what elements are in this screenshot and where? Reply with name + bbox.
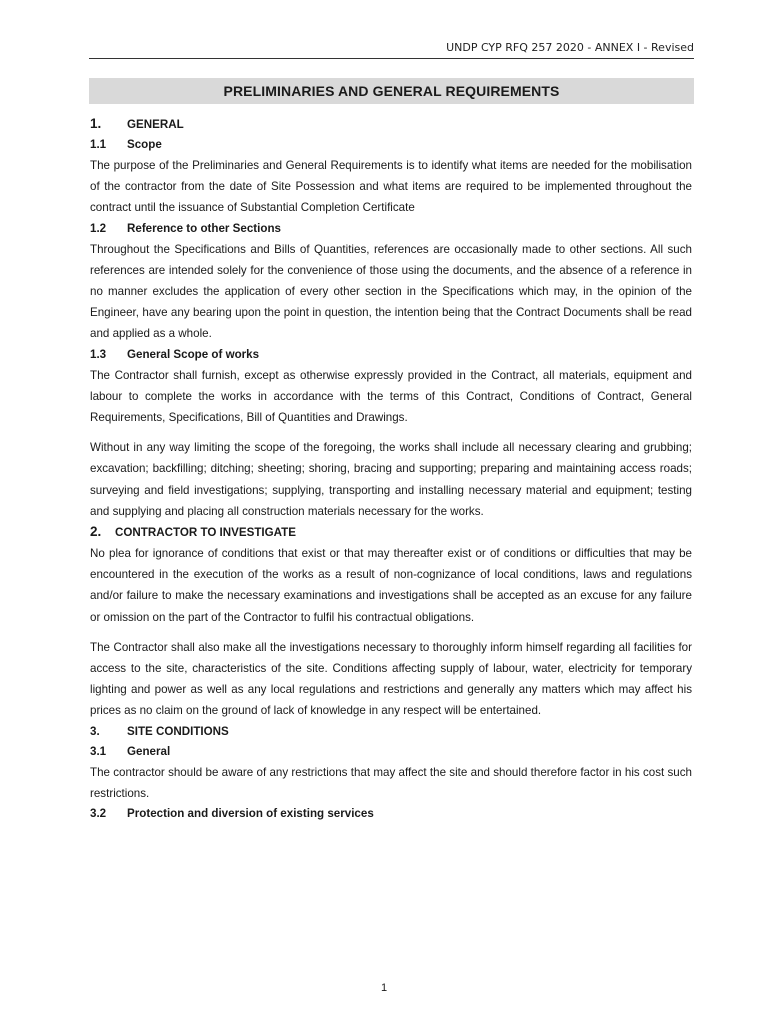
section-title: CONTRACTOR TO INVESTIGATE — [115, 526, 296, 540]
section-heading-2 — [90, 522, 692, 543]
section-number: 3. — [90, 724, 100, 738]
section-title: Reference to other Sections — [127, 221, 281, 235]
section-title: General Scope of works — [127, 347, 260, 361]
paragraph: No plea for ignorance of conditions that exist or that may thereafter exist or of conditions or difficulties that may be encountered in the execution of the works as a result of non-cognizance of local conditions, laws and regulations and/or failure to make the necessary examinations and investigations shall be accepted as an excuse for any failure or omission on the part of the Contractor to fulfil his contractual obligations. — [90, 547, 692, 624]
section-number: 2. — [90, 524, 102, 540]
paragraph: Without in any way limiting the scope of the foregoing, the works shall include all necessary clearing and grubbing; excavation; backfilling; ditching; sheeting; shoring, bracing and supporting; preparing and maintaining access roads; surveying and field investigations; supplying, transporting and installing necessary material and equipment; testing and supplying and placing all construction materials necessary for the works. — [90, 441, 692, 518]
document-body — [90, 114, 692, 824]
section-title: SITE CONDITIONS — [127, 724, 229, 738]
section-number: 1.2 — [90, 221, 107, 235]
section-number: 3.1 — [90, 744, 107, 758]
section-number: 1.1 — [90, 138, 107, 151]
paragraph: The Contractor shall furnish, except as otherwise expressly provided in the Contract, all materials, equipment and labour to complete the works in accordance with the terms of this Contract, Conditions of Contract, General Requirements, Specifications, Bill of Quantities and Drawings. — [90, 368, 692, 425]
paragraph: The contractor should be aware of any restrictions that may affect the site and should therefore factor in his cost such restrictions. — [90, 765, 692, 800]
section-heading-3 — [90, 722, 692, 742]
paragraph: Throughout the Specifications and Bills of Quantities, references are occasionally made to other sections. All such references are intended solely for the convenience of those using the documents, and the absence of a reference in no manner excludes the application of every other section in the Specifications which may, in the opinion of the Engineer, have any bearing upon the point in question, the intention being that the Contract Documents shall be read and applied as a whole. — [90, 242, 692, 341]
section-heading-3-2 — [90, 804, 692, 824]
section-number: 1. — [90, 116, 102, 131]
section-heading-1-2 — [90, 219, 692, 239]
document-title: PRELIMINARIES AND GENERAL REQUIREMENTS — [223, 83, 560, 99]
section-heading-1 — [90, 114, 692, 135]
section-number: 1.3 — [90, 347, 107, 361]
section-heading-1-1 — [90, 135, 692, 155]
section-title: Scope — [127, 138, 162, 151]
paragraph: The Contractor shall also make all the investigations necessary to thoroughly inform himself regarding all facilities for access to the site, characteristics of the site. Conditions affecting supply of labour, water, electricity for temporary lighting and power as well as any local regulations and restrictions and generally any matters which may affect his prices as no claim on the ground of lack of knowledge in any respect will be entertained. — [90, 640, 692, 718]
document-header: UNDP CYP RFQ 257 2020 - ANNEX I - Revised — [446, 41, 694, 54]
title-bar — [89, 78, 694, 104]
header-rule — [89, 58, 694, 59]
paragraph: The purpose of the Preliminaries and General Requirements is to identify what items are needed for the mobilisation of the contractor from the date of Site Possession and what items are required to be implemented throughout the contract until the issuance of Substantial Completion Certificate — [90, 159, 692, 215]
section-heading-1-3 — [90, 345, 692, 365]
section-title: Protection and diversion of existing services — [127, 807, 374, 821]
section-title: GENERAL — [127, 118, 184, 131]
section-number: 3.2 — [90, 807, 107, 821]
section-heading-3-1 — [90, 742, 692, 762]
page-number: 1 — [380, 982, 388, 994]
section-title: General — [127, 744, 171, 758]
